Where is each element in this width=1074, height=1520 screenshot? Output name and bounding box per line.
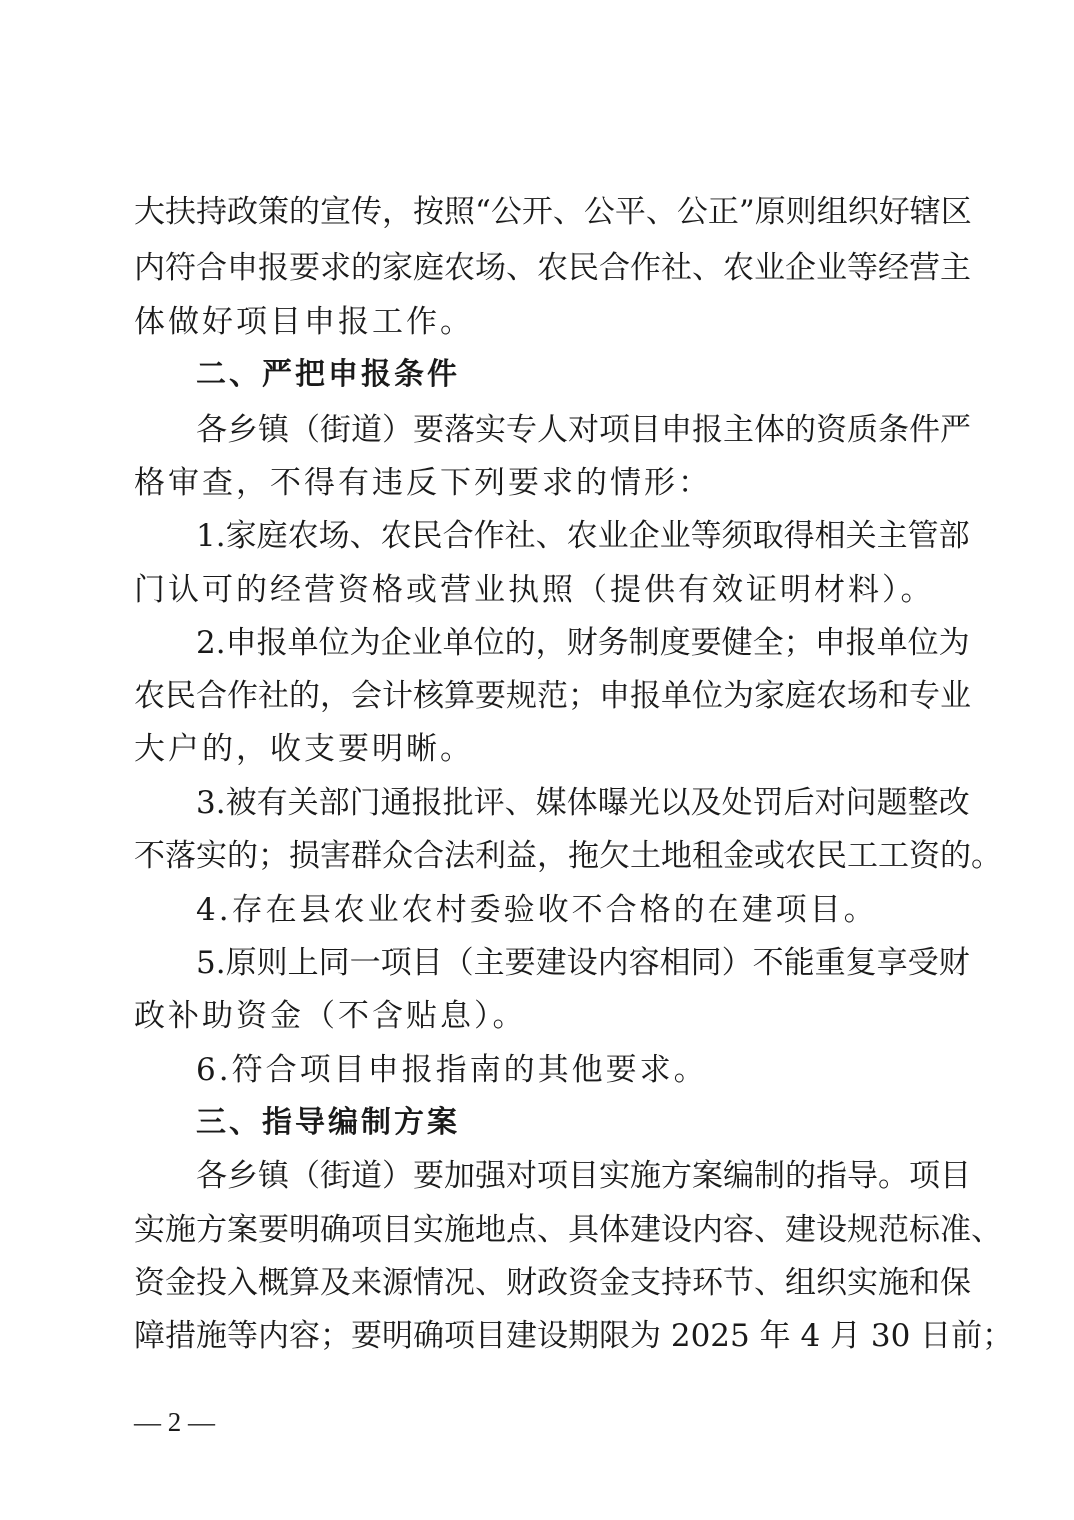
paragraph-line: 格审查，不得有违反下列要求的情形： xyxy=(134,465,712,501)
paragraph-line: 各乡镇（街道）要加强对项目实施方案编制的指导。项目 xyxy=(196,1158,971,1194)
paragraph-line: 各乡镇（街道）要落实专人对项目申报主体的资质条件严 xyxy=(196,412,971,448)
section-heading-3: 三、指导编制方案 xyxy=(196,1105,460,1140)
paragraph-line: 内符合申报要求的家庭农场、农民合作社、农业企业等经营主 xyxy=(134,250,971,286)
list-item-5-line: 政补助资金（不含贴息）。 xyxy=(134,998,527,1034)
list-item-1-line: 门认可的经营资格或营业执照（提供有效证明材料）。 xyxy=(134,572,935,608)
list-item-6-line: 6.符合项目申报指南的其他要求。 xyxy=(196,1052,708,1088)
paragraph-line: 资金投入概算及来源情况、财政资金支持环节、组织实施和保 xyxy=(134,1265,971,1301)
list-item-4-line: 4.存在县农业农村委验收不合格的在建项目。 xyxy=(196,892,878,928)
paragraph-line: 障措施等内容；要明确项目建设期限为 2025 年 4 月 30 日前； xyxy=(134,1318,1014,1354)
list-item-5-line: 5.原则上同一项目（主要建设内容相同）不能重复享受财 xyxy=(196,945,970,981)
paragraph-line: 大扶持政策的宣传，按照“公开、公平、公正”原则组织好辖区 xyxy=(134,194,972,230)
list-item-2-line: 大户的，收支要明晰。 xyxy=(134,731,474,767)
section-heading-2: 二、严把申报条件 xyxy=(196,357,460,392)
page-number: — 2 — xyxy=(134,1407,215,1437)
list-item-1-line: 1.家庭农场、农民合作社、农业企业等须取得相关主管部 xyxy=(196,518,970,554)
paragraph-line: 体做好项目申报工作。 xyxy=(134,304,474,340)
list-item-2-line: 2.申报单位为企业单位的，财务制度要健全；申报单位为 xyxy=(196,625,970,661)
paragraph-line: 实施方案要明确项目实施地点、具体建设内容、建设规范标准、 xyxy=(134,1212,1002,1248)
list-item-3-line: 不落实的；损害群众合法利益，拖欠土地租金或农民工工资的。 xyxy=(134,838,1002,874)
list-item-3-line: 3.被有关部门通报批评、媒体曝光以及处罚后对问题整改 xyxy=(196,785,970,821)
list-item-2-line: 农民合作社的，会计核算要规范；申报单位为家庭农场和专业 xyxy=(134,678,971,714)
